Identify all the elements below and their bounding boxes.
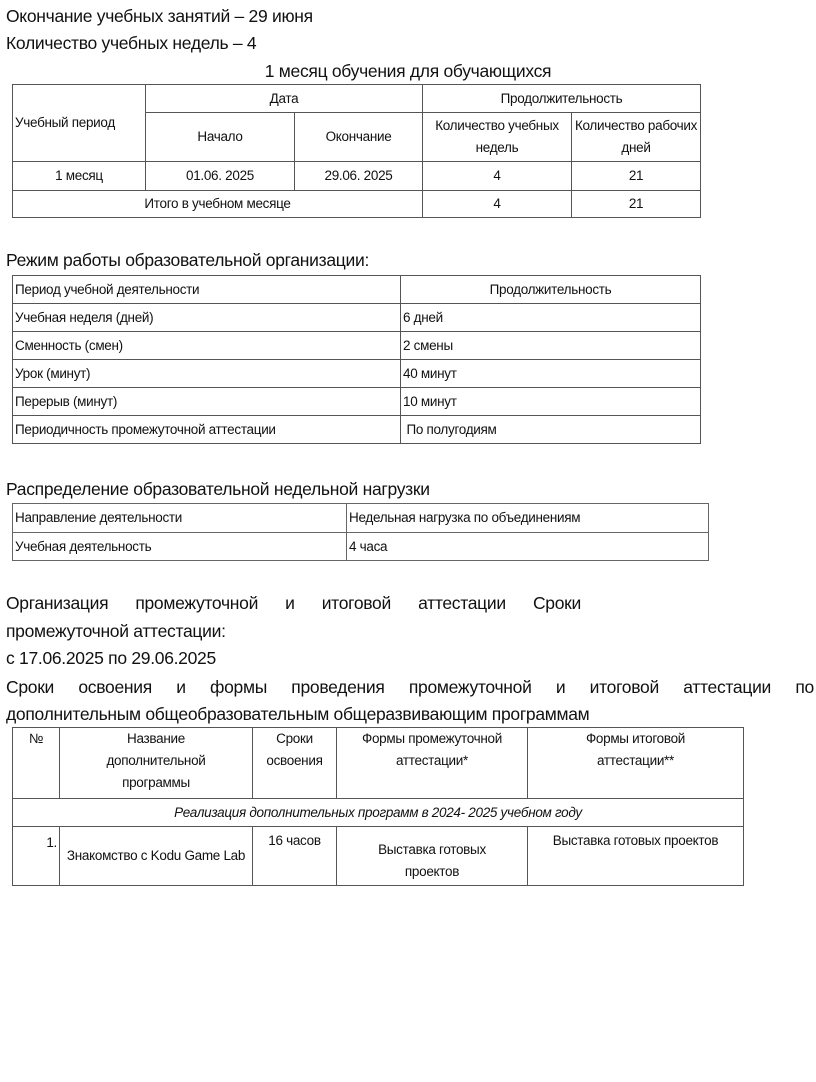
cell-weeks: 4 [423, 162, 572, 191]
weekly-load-table [12, 503, 709, 561]
cell-value: По полугодиям [401, 416, 701, 444]
section-row: Реализация дополнительных программ в 2024- 2025 учебном году [13, 799, 744, 827]
cell-label: Учебная неделя (дней) [13, 304, 401, 332]
header-final: Формы итоговой аттестации** [528, 728, 744, 799]
weeks-count-line: Количество учебных недель – 4 [6, 33, 257, 53]
header-duration: Продолжительность [423, 85, 701, 113]
cell-interim: Выставка готовых проектов [337, 827, 528, 886]
header-name: Название дополнительной программы [60, 728, 253, 799]
word: и [176, 677, 186, 697]
table-row [13, 827, 744, 886]
section4-para2-line2: дополнительным общеобразовательным общеразвивающим программам [6, 704, 590, 724]
table-row [13, 162, 701, 191]
work-mode-table [12, 275, 701, 444]
section4-para1-line2: промежуточной аттестации: [6, 621, 226, 641]
table-row [13, 533, 709, 561]
total-weeks: 4 [423, 191, 572, 218]
end-of-classes-line: Окончание учебных занятий – 29 июня [6, 6, 313, 26]
section3-title: Распределение образовательной недельной нагрузки [6, 479, 430, 499]
cell-start: 01.06. 2025 [146, 162, 295, 191]
header-start: Начало [146, 113, 295, 162]
cell-label: Урок (минут) [13, 360, 401, 388]
cell-direction: Учебная деятельность [13, 533, 347, 561]
header-days: Количество рабочих дней [572, 113, 701, 162]
header-direction: Направление деятельности [13, 504, 347, 533]
cell-term: 16 часов [253, 827, 337, 886]
header-term: Сроки освоения [253, 728, 337, 799]
header-weekly-load: Недельная нагрузка по объединениям [347, 504, 709, 533]
attestation-dates: с 17.06.2025 по 29.06.2025 [6, 648, 216, 668]
section4-para2-line1 [6, 675, 814, 699]
table-row [13, 332, 701, 360]
cell-final: Выставка готовых проектов [528, 827, 744, 886]
table-row [13, 388, 701, 416]
word: аттестации [418, 593, 506, 613]
cell-load: 4 часа [347, 533, 709, 561]
cell-end: 29.06. 2025 [295, 162, 423, 191]
word: и [285, 593, 295, 613]
cell-period: 1 месяц [13, 162, 146, 191]
cell-value: 2 смены [401, 332, 701, 360]
section2-title: Режим работы образовательной организации: [6, 250, 370, 270]
table1-title: 1 месяц обучения для обучающихся [264, 61, 552, 81]
cell-name: Знакомство с Kodu Game Lab [60, 827, 253, 886]
word: промежуточной [408, 677, 532, 697]
table-row [13, 304, 701, 332]
cell-label: Сменность (смен) [13, 332, 401, 360]
word: Сроки [6, 677, 55, 697]
header-activity-period: Период учебной деятельности [13, 276, 401, 304]
cell-value: 10 минут [401, 388, 701, 416]
total-days: 21 [572, 191, 701, 218]
header-duration: Продолжительность [401, 276, 701, 304]
table-row [13, 416, 701, 444]
section4-para1-line1 [6, 591, 581, 615]
monthly-schedule-table [12, 84, 701, 218]
cell-days: 21 [572, 162, 701, 191]
cell-value: 6 дней [401, 304, 701, 332]
header-weeks: Количество учебных недель [423, 113, 572, 162]
cell-label: Периодичность промежуточной аттестации [13, 416, 401, 444]
header-date: Дата [146, 85, 423, 113]
cell-label: Перерыв (минут) [13, 388, 401, 416]
total-label: Итого в учебном месяце [13, 191, 423, 218]
word: промежуточной [135, 593, 259, 613]
word: формы [210, 677, 267, 697]
word: по [795, 677, 814, 697]
word: Сроки [532, 593, 581, 613]
word: освоения [78, 677, 152, 697]
word: аттестации [683, 677, 772, 697]
cell-value: 40 минут [401, 360, 701, 388]
table-row [13, 360, 701, 388]
header-interim: Формы промежуточной аттестации* [337, 728, 528, 799]
total-row [13, 191, 701, 218]
word: итоговой [589, 677, 659, 697]
word: и [555, 677, 566, 697]
programs-table [12, 727, 744, 886]
word: проведения [291, 677, 385, 697]
header-num: № [13, 728, 60, 799]
word: Организация [6, 593, 109, 613]
word: итоговой [321, 593, 391, 613]
header-period: Учебный период [13, 85, 146, 162]
cell-num: 1. [13, 827, 60, 886]
header-end: Окончание [295, 113, 423, 162]
